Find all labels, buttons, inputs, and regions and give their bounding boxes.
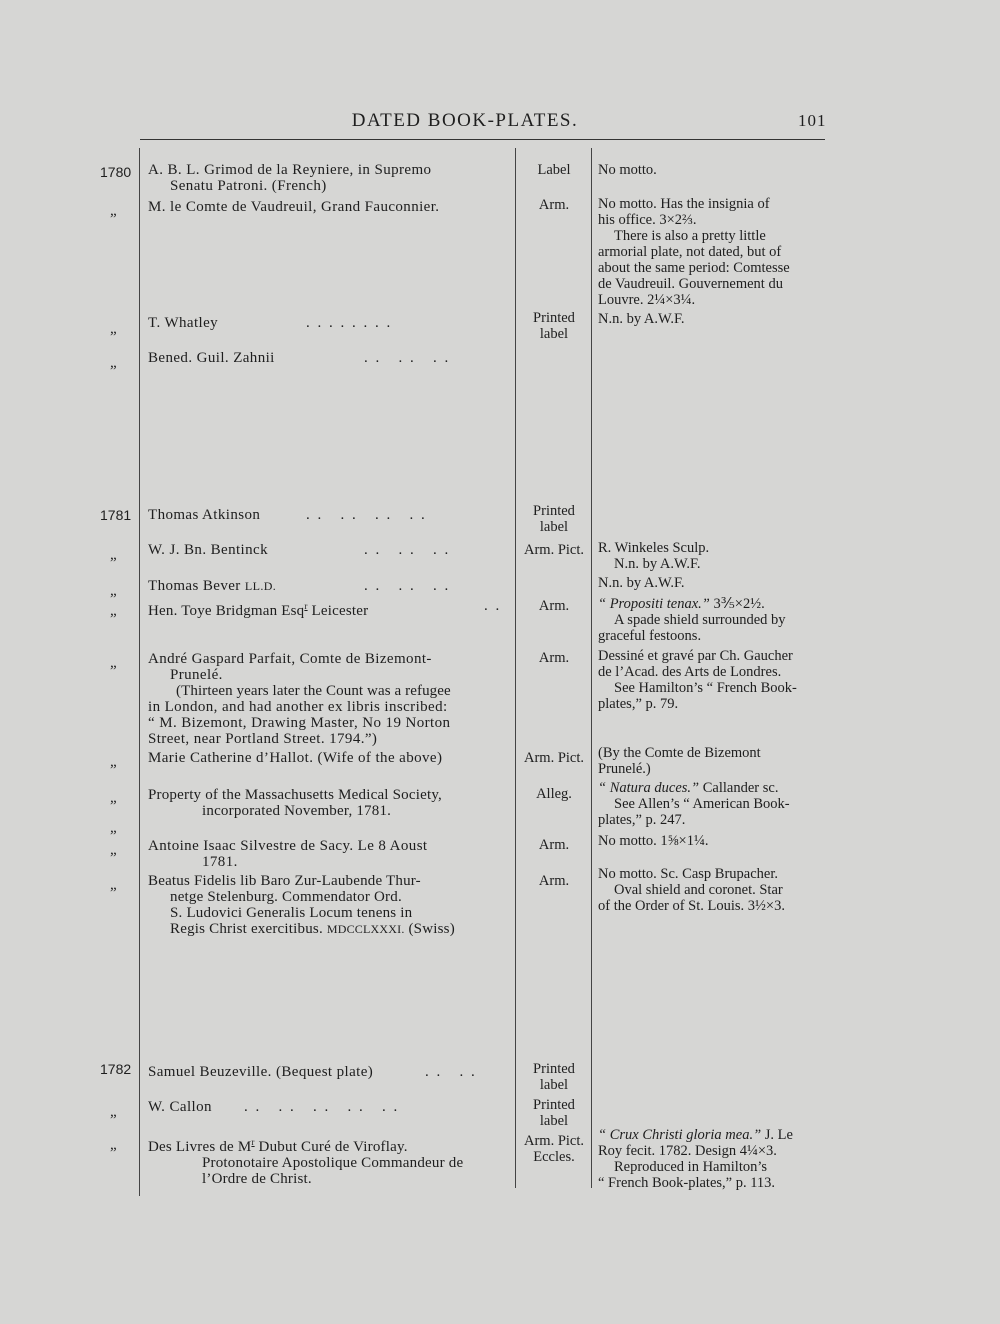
entry-vaudreuil: M. le Comte de Vaudreuil, Grand Fauconnier. [148,199,440,215]
dot-leader: . . . . . . . . [306,507,427,523]
entry-name-cont: Regis Christ exercitibus. [170,921,323,937]
remark-line: There is also a pretty little [614,228,766,244]
dot-leader: . . . . . . [364,578,451,594]
page-title: DATED BOOK-PLATES. [351,110,579,131]
remark-line: “ French Book-plates,” p. 113. [598,1175,776,1191]
type-line: Printed [533,310,575,326]
entry-name: Thomas Bever [148,578,241,594]
entry-name-cont: S. Ludovici Generalis Locum tenens in [170,905,413,921]
entry-note: “ M. Bizemont, Drawing Master, No 19 Norton [148,715,451,731]
column-rule-name [139,148,140,1196]
remark-line: See Allen’s “ American Book- [614,796,790,812]
entry-atkinson: Thomas Atkinson [148,507,261,523]
dot-leader: . . . . . . [364,350,451,366]
entry-name: Property of the Massachusetts Medical Society, [148,787,442,803]
ditto-mark: „ [110,321,117,337]
remark-line: 3⅗×2½. [709,596,765,612]
type-line: Printed [533,1061,575,1077]
type-line: Eccles. [533,1149,575,1165]
type-line: label [539,326,569,342]
entry-note: in London, and had another ex libris inscribed: [148,699,448,715]
ditto-mark: „ [110,842,117,858]
entry-remarks: No motto. 1⅝×1¼. [598,833,709,849]
remark-line: plates,” p. 247. [598,812,686,828]
remark-line: Louvre. 2¼×3¼. [598,292,696,308]
remark-line: Dessiné et gravé par Ch. Gaucher [598,648,793,664]
entry-nationality: (Swiss) [404,921,455,937]
degree-suffix: LL.D. [244,579,277,593]
remark-line: Callander sc. [699,780,779,796]
remark-line: Oval shield and coronet. Star [614,882,783,898]
column-rule-type [515,148,516,1188]
superscript: r [251,1137,255,1147]
entry-hallot: Marie Catherine d’Hallot. (Wife of the above) [148,750,443,766]
entry-note: (Thirteen years later the Count was a refugee [176,683,451,699]
entry-remarks [598,780,824,828]
entry-name-place: Leicester [307,603,369,619]
entry-name-cont: 1781. [202,854,238,870]
entry-remarks [598,866,824,914]
entry-type: Arm. [538,837,570,853]
remark-line: No motto. Sc. Casp Brupacher. [598,866,779,882]
ditto-mark: „ [110,355,117,371]
remark-line: R. Winkeles Sculp. [598,540,710,556]
entry-name: Hen. Toye Bridgman Esq [148,603,305,619]
entry-zur-laubende [148,873,504,937]
remark-line: de l’Acad. des Arts de Londres. [598,664,782,680]
type-line: label [539,1077,569,1093]
entry-name-cont: l’Ordre de Christ. [202,1171,312,1187]
entry-bizemont [148,651,504,747]
entry-name-cont: Prunelé. [170,667,223,683]
entry-note: Street, near Portland Street. 1794.”) [148,731,378,747]
entry-callon: W. Callon [148,1099,212,1115]
entry-zahnii: Bened. Guil. Zahnii [148,350,275,366]
ditto-mark: „ [110,1137,117,1153]
entry-name: Dubut Curé de Viroflay. [254,1139,408,1155]
ditto-mark: „ [110,820,117,836]
entry-name-cont: incorporated November, 1781. [202,803,392,819]
dot-leader: . . . . . . . . . . [244,1099,400,1115]
entry-type: Label [537,162,571,178]
remark-line: Prunelé.) [598,761,651,777]
entry-massachusetts [148,787,504,819]
remark-line: armorial plate, not dated, but of [598,244,782,260]
column-rule-remarks [591,148,592,1188]
entry-dubut [148,1134,504,1187]
ditto-mark: „ [110,583,117,599]
entry-remarks [598,162,824,178]
entry-remarks: N.n. by A.W.F. [598,311,685,327]
entry-type: Arm. [538,650,570,666]
entry-name: André Gaspard Parfait, Comte de Bizemont- [148,651,432,667]
entry-remarks [598,196,824,308]
remark-line: No motto. Has the insignia of [598,196,770,212]
entry-bever [148,578,504,594]
entry-remarks [598,1127,824,1191]
entry-sacy [148,838,504,870]
ditto-mark: „ [110,603,117,619]
roman-date: MDCCLXXXI. [326,922,405,936]
entry-remarks [598,745,824,777]
header-rule [140,139,825,140]
entry-remarks [598,596,824,644]
entry-type: Arm. [538,598,570,614]
motto: “ Crux Christi gloria mea.” [598,1127,762,1143]
entry-type [519,1097,589,1129]
remark-line: J. Le [761,1127,793,1143]
superscript: r [304,601,308,611]
type-line: Printed [533,1097,575,1113]
ditto-mark: „ [110,203,117,219]
remark-line: graceful festoons. [598,628,702,644]
entry-remarks [598,540,824,572]
remark-line: N.n. by A.W.F. [614,556,701,572]
type-line: Arm. Pict. [523,1133,584,1149]
remark-line: about the same period: Comtesse [598,260,790,276]
motto: “ Propositi tenax.” [598,596,710,612]
entry-name: A. B. L. Grimod de la Reyniere, in Supremo [148,162,432,178]
remark-line: No motto. [598,162,657,178]
remark-line: Reproduced in Hamilton’s [614,1159,768,1175]
dot-leader: . . . . . . . . [306,315,393,331]
page-number: 101 [798,111,827,130]
entry-name-cont: Protonotaire Apostolique Commandeur de [202,1155,464,1171]
entry-type: Arm. [538,197,570,213]
type-line: label [539,1113,569,1129]
remark-line: of the Order of St. Louis. 3½×3. [598,898,785,914]
ditto-mark: „ [110,754,117,770]
dot-leader: . . . . [425,1064,477,1080]
dot-leader: . . . . . . [364,542,451,558]
entry-name-cont: netge Stelenburg. Commendator Ord. [170,889,402,905]
remark-line: A spade shield surrounded by [614,612,786,628]
remark-line: (By the Comte de Bizemont [598,745,761,761]
remark-line: de Vaudreuil. Gouvernement du [598,276,783,292]
remark-line: Roy fecit. 1782. Design 4¼×3. [598,1143,777,1159]
entry-bentinck: W. J. Bn. Bentinck [148,542,268,558]
entry-type [519,503,589,535]
entry-type [519,1061,589,1093]
entry-type [519,1133,589,1165]
entry-name-cont: Senatu Patroni. (French) [170,178,327,194]
remark-line: See Hamilton’s “ French Book- [614,680,797,696]
entry-type: Arm. Pict. [523,542,584,558]
entry-name: Beatus Fidelis lib Baro Zur-Laubende Thur- [148,873,421,889]
dot-leader: . . [484,598,502,614]
entry-grimod [148,162,504,194]
entry-remarks [598,648,824,712]
remark-line: plates,” p. 79. [598,696,679,712]
ditto-mark: „ [110,790,117,806]
entry-remarks: N.n. by A.W.F. [598,575,685,591]
entry-type: Arm. Pict. [523,750,584,766]
entry-bridgman [148,598,504,619]
ditto-mark: „ [110,877,117,893]
ditto-mark: „ [110,1104,117,1120]
type-line: Printed [533,503,575,519]
motto: “ Natura duces.” [598,780,700,796]
entry-name: Antoine Isaac Silvestre de Sacy. Le 8 Aoust [148,838,428,854]
year-1780: 1780 [100,164,132,180]
year-1782: 1782 [100,1061,132,1077]
entry-beuzeville: Samuel Beuzeville. (Bequest plate) [148,1064,374,1080]
type-line: label [539,519,569,535]
entry-whatley: T. Whatley [148,315,219,331]
remark-line: his office. 3×2⅔. [598,212,697,228]
entry-type [519,310,589,342]
year-1781: 1781 [100,507,132,523]
entry-name: Des Livres de M [148,1139,252,1155]
entry-type: Arm. [538,873,570,889]
entry-type: Alleg. [536,786,572,802]
ditto-mark: „ [110,655,117,671]
ditto-mark: „ [110,547,117,563]
